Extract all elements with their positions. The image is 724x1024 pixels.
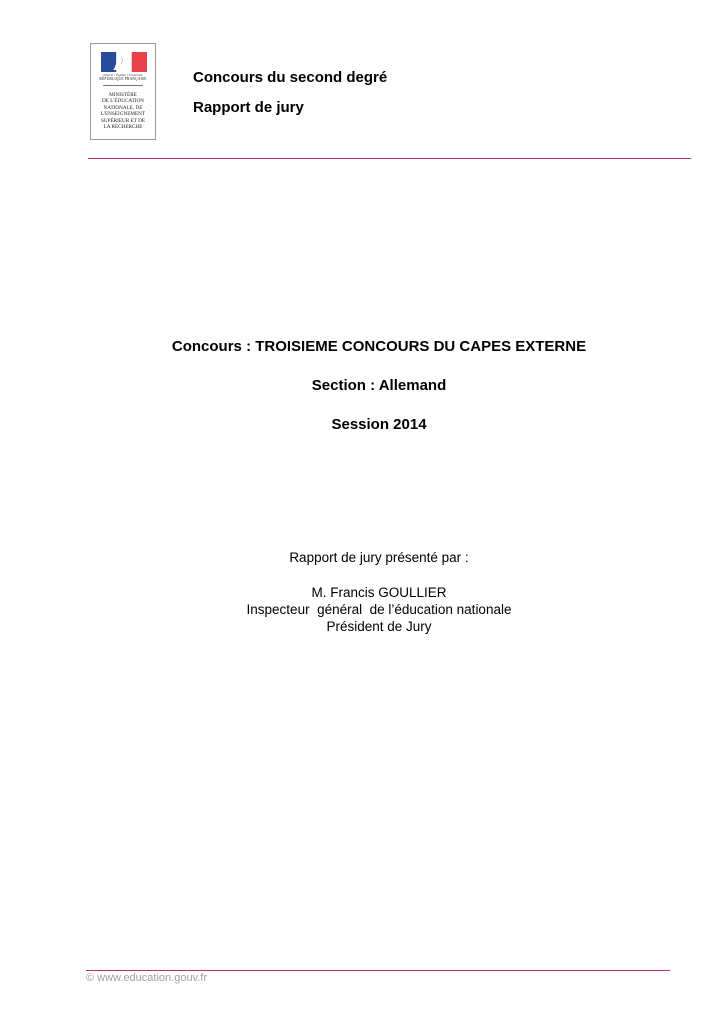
session-heading: Session 2014 [331,416,427,433]
ministry-logo [90,43,156,140]
header-title: Concours du second degré [193,69,388,86]
presenter-name: M. Francis GOULLIER [311,585,447,600]
section-heading: Section : Allemand [311,377,447,394]
logo-divider [103,85,143,86]
logo-motto: Liberté • Égalité • Fraternité [103,73,143,77]
header-subtitle: Rapport de jury [193,99,304,116]
logo-ministry-name [93,92,153,130]
presenter-role: Président de Jury [326,619,432,634]
ministry-line: SUPÉRIEUR ET DE [101,117,145,124]
ministry-line: DE L'ÉDUCATION [102,98,144,105]
presenter-title: Inspecteur général de l’éducation nationale [246,602,512,617]
header-divider [88,158,691,159]
ministry-line: NATIONALE, DE [103,104,143,111]
concours-heading: Concours : TROISIEME CONCOURS DU CAPES EXTERNE [171,338,587,355]
ministry-line: LA RECHERCHE [103,124,143,131]
presenter-intro: Rapport de jury présenté par : [289,550,469,565]
logo-republique-text: RÉPUBLIQUE FRANÇAISE [99,77,147,81]
ministry-line: MINISTÈRE [109,92,137,98]
footer-website: © www.education.gouv.fr [86,972,208,984]
marianne-flag-icon [101,52,147,72]
ministry-line: L'ENSEIGNEMENT [100,111,146,118]
footer-divider [86,970,670,971]
